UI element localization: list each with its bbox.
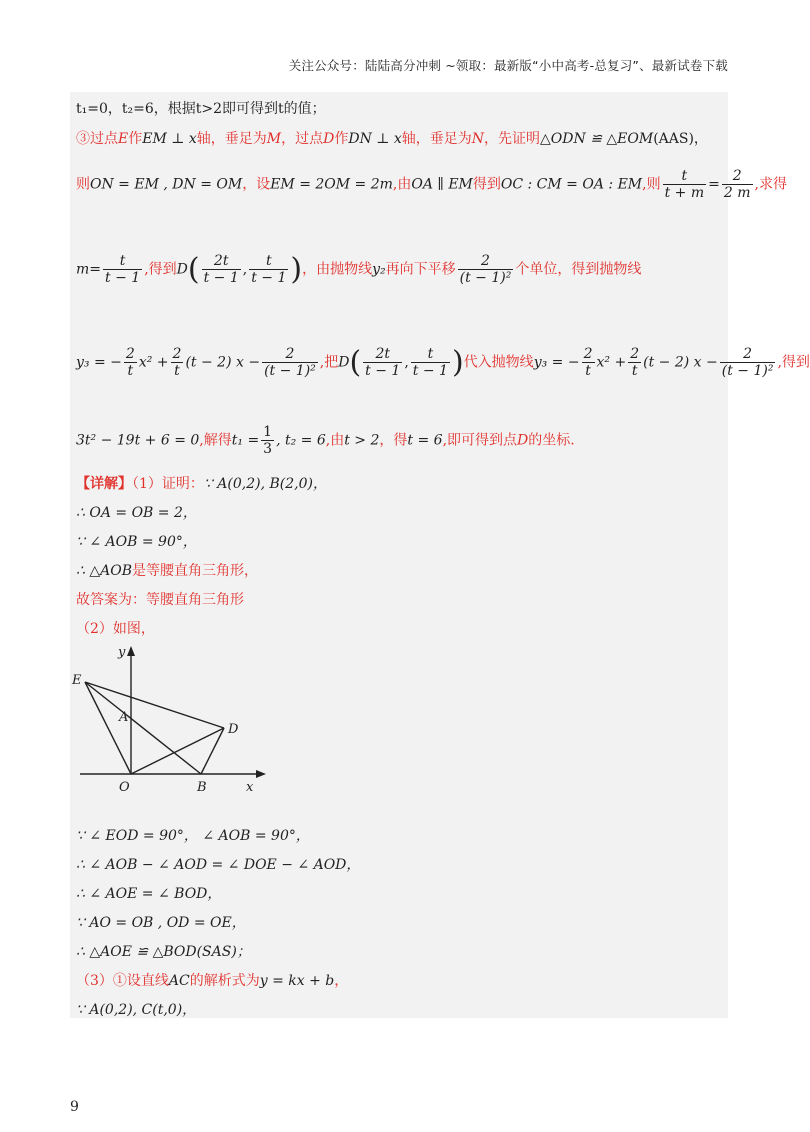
segment-od <box>131 728 224 774</box>
segment-bd <box>201 728 224 774</box>
line-13: ∵ ∠ EOD = 90°， ∠ AOB = 90°， <box>76 828 310 844</box>
line-6: 3t² − 19t + 6 = 0,解得t₁ = $\frac{1}{3}$ , t₂ = 6,由t > 2，得t = 6,即可得到点D的坐标. <box>76 424 575 457</box>
line-18: （3）①设直线AC的解析式为y = kx + b， <box>76 973 349 989</box>
label-d: D <box>228 722 239 737</box>
page-header: 关注公众号：陆陆高分冲刺 ~领取：最新版“小中高考-总复习”、最新试卷下载 <box>288 58 728 73</box>
line-2: ③过点E作EM ⊥ x轴，垂足为M，过点D作DN ⊥ x轴，垂足为N，先证明△ODN ≌ △EOM(AAS)， <box>76 131 708 147</box>
label-x: x <box>246 780 254 795</box>
label-b: B <box>197 780 207 795</box>
line-10: ∴ △AOB是等腰直角三角形， <box>76 563 258 579</box>
line-5: y₃ = − $\frac{2}{t}$ x² + $\frac{2}{t}$ (t − 2) x − $\frac{2}{\text{(t − 1)²}}$ ,把D( $\frac{2t}{t - 1}$ , $\frac{t}{t - 1}$ )代入抛物线y₃ = − $\frac{2}{t}$ x² + $\frac{2}{t}$ (t − 2) x − $\frac{2}{\text{(t − 1)²}}$ ,得到 <box>76 345 810 380</box>
page-number: 9 <box>70 1099 79 1115</box>
label-o: O <box>119 780 130 795</box>
line-12: （2）如图， <box>76 621 155 637</box>
line-15: ∴ ∠ AOE = ∠ BOD， <box>76 886 222 902</box>
line-9: ∵ ∠ AOB = 90°， <box>76 534 197 550</box>
label-e: E <box>72 673 82 688</box>
line-11: 故答案为：等腰直角三角形 <box>76 592 244 608</box>
line-19: ∵ A(0,2), C(t,0)， <box>76 1002 197 1018</box>
solution-content <box>70 92 810 1018</box>
line-16: ∵ AO = OB , OD = OE， <box>76 915 246 931</box>
label-y: y <box>118 645 126 660</box>
line-3: 则ON = EM , DN = OM，设EM = 2OM = 2m,由OA ∥ EM得到OC : CM = OA : EM,则 $\frac{t}{t + m}$ = $\frac{2}{2 m}$ ,求得 <box>76 168 787 201</box>
line-7: 【详解】（1）证明：∵ A(0,2), B(2,0)， <box>76 476 327 492</box>
segment-eo <box>85 682 131 774</box>
line-4: m= $\frac{t}{t - 1}$ ,得到D( $\frac{2t}{t - 1}$ , $\frac{t}{t - 1}$ )，由抛物线y₂再向下平移 $\frac{2}{\text{(t − 1)²}}$ 个单位，得到抛物线 <box>76 252 642 287</box>
line-14: ∴ ∠ AOB − ∠ AOD = ∠ DOE − ∠ AOD， <box>76 857 361 873</box>
line-8: ∴ OA = OB = 2， <box>76 505 197 521</box>
segment-ed <box>85 682 224 728</box>
segment-eb <box>85 682 201 774</box>
y-axis-arrow <box>127 646 135 656</box>
line-17: ∴ △AOE ≌ △BOD(SAS)； <box>76 944 251 960</box>
x-axis-arrow <box>256 770 266 778</box>
line-1: t₁=0，t₂=6，根据t>2即可得到t的值； <box>76 101 326 117</box>
label-a: A <box>119 710 129 725</box>
geometry-figure <box>72 644 272 794</box>
